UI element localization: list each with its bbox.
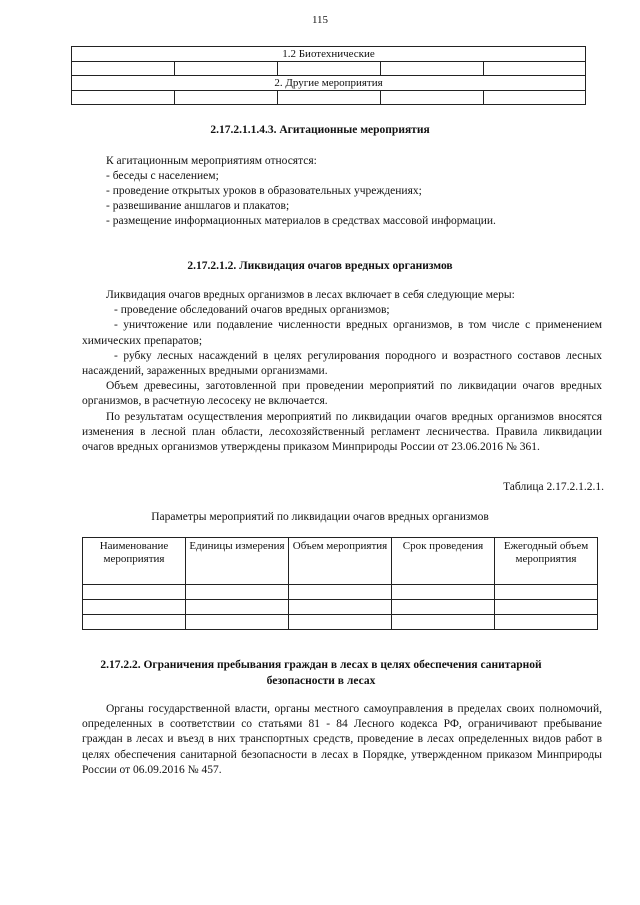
- table-title: Параметры мероприятий по ликвидации очагов вредных организмов: [151, 511, 489, 523]
- liquidation-text: [82, 288, 602, 455]
- list-item: - проведение открытых уроков в образовательных учреждениях;: [106, 185, 422, 197]
- list-item: - развешивание аншлагов и плакатов;: [106, 200, 290, 212]
- paragraph: Объем древесины, заготовленной при проведении мероприятий по ликвидации очагов вредных организмов, в расчетную лесосеку не включается.: [82, 380, 602, 408]
- column-header: Единицы измерения: [186, 538, 289, 585]
- top-table: [71, 46, 586, 105]
- section-heading-restrictions: 2.17.2.2. Ограничения пребывания граждан в лесах в целях обеспечения санитарной безопасности в лесах: [100, 659, 542, 687]
- top-table-row-biotech: 1.2 Биотехнические: [72, 47, 586, 62]
- paragraph: - рубку лесных насаждений в целях регулирования породного и возрастного составов лесных насаждений, зараженных вредными организмами.: [82, 349, 602, 378]
- column-header: Объем мероприятия: [289, 538, 392, 585]
- paragraph: - проведение обследований очагов вредных организмов;: [114, 304, 390, 317]
- list-item: - размещение информационных материалов в средствах массовой информации.: [106, 215, 496, 227]
- paragraph: Ликвидация очагов вредных организмов в лесах включает в себя следующие меры:: [106, 289, 515, 301]
- list-item: К агитационным мероприятиям относятся:: [106, 155, 317, 167]
- column-header: Срок проведения: [392, 538, 495, 585]
- paragraph: - уничтожение или подавление численности вредных организмов, в том числе с применением химических препаратов;: [82, 319, 602, 347]
- column-header: Наименование мероприятия: [83, 538, 186, 585]
- list-item: - беседы с населением;: [106, 170, 219, 182]
- parameters-table: [82, 537, 598, 630]
- page-number: 115: [311, 14, 329, 26]
- top-table-row-other: 2. Другие мероприятия: [72, 76, 586, 91]
- agitation-list: [106, 154, 606, 229]
- column-header: Ежегодный объем мероприятия: [495, 538, 598, 585]
- section-heading-liquidation: 2.17.2.1.2. Ликвидация очагов вредных организмов: [187, 260, 453, 272]
- section-heading-agitation: 2.17.2.1.1.4.3. Агитационные мероприятия: [210, 124, 430, 136]
- table-caption: Таблица 2.17.2.1.2.1.: [503, 481, 604, 493]
- table-row: [83, 585, 598, 600]
- restrictions-text: [82, 702, 602, 778]
- table-row: [83, 615, 598, 630]
- table-row: [83, 600, 598, 615]
- paragraph: По результатам осуществления мероприятий по ликвидации очагов вредных организмов вносятся изменения в лесной план области, лесохозяйственный регламент лесничества. Правила ликвидации очагов вредных организмов утверждены приказом Минприроды России от 23.06.2016 № 361.: [82, 410, 602, 454]
- paragraph: Органы государственной власти, органы местного самоуправления в пределах своих полномочий, определенных в соответствии со статьями 81 - 84 Лесного кодекса РФ, ограничивают пребывание граждан в лесах и въезд в них транспортных средств, проведение в лесах определенных видов работ в целях обеспечения санитарной безопасности в лесах в Порядке, утвержденном приказом Минприроды России от 06.09.2016 № 457.: [82, 703, 602, 776]
